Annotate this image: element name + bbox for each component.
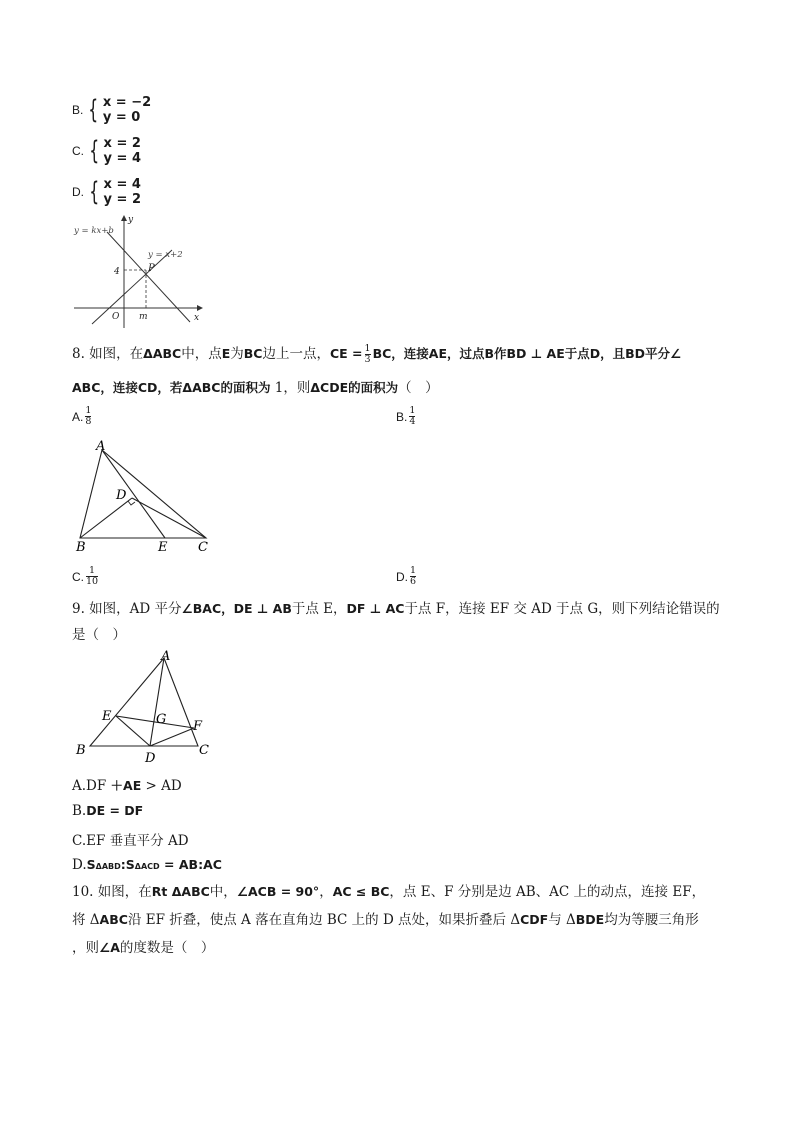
q10-stem-line2	[72, 906, 732, 934]
q9-text: D.	[72, 857, 87, 873]
eq-row: x = 2	[103, 136, 141, 151]
q8-option-c	[72, 566, 100, 587]
q10-stem-line3	[72, 934, 732, 962]
q9-math: ＋AE	[110, 778, 142, 793]
q7-option-b	[72, 95, 151, 125]
eq-row: x = −2	[102, 95, 152, 110]
q8-math: E	[221, 346, 231, 361]
label-p: P	[148, 263, 155, 274]
q9-math: DE = DF	[86, 803, 144, 818]
right-angle-mark	[128, 501, 135, 505]
brace-icon: {	[88, 95, 99, 125]
brace-icon: {	[89, 177, 100, 207]
q8-option-d	[396, 566, 418, 587]
q8-text: 边上一点，	[262, 346, 330, 362]
q9-option-b	[72, 803, 143, 819]
q8-stem-line2	[72, 374, 732, 402]
q9-text: > AD	[141, 778, 182, 794]
segment-df	[150, 728, 194, 746]
q8-text: 为	[230, 346, 244, 362]
option-label: D.	[72, 185, 84, 199]
eq-row: y = 0	[102, 110, 141, 125]
q8-math: ΔCDE的面积为	[310, 380, 399, 395]
label-four: 4	[114, 267, 120, 277]
q10-text: 将 Δ	[72, 912, 100, 928]
label-origin: O	[112, 312, 120, 322]
q9-math: = AB:AC	[159, 857, 222, 872]
label-g: G	[156, 712, 167, 727]
label-a: A	[161, 649, 171, 664]
triangle-abc	[80, 450, 206, 538]
label-line1: y = kx+b	[74, 226, 114, 236]
q7-option-d	[72, 177, 141, 207]
q10-text: ，	[319, 884, 333, 900]
segment-cd	[132, 498, 206, 538]
q8-text: 中，点	[181, 346, 222, 362]
option-label: C.	[72, 569, 84, 584]
fraction: $\frac{1}{6}$	[410, 565, 417, 587]
fraction: $\frac{1}{3}$	[364, 343, 371, 365]
figure-q7-graph	[72, 212, 207, 332]
label-e: E	[158, 540, 168, 555]
segment-bd	[80, 498, 132, 538]
equation-system	[85, 95, 151, 125]
eq-row: y = 2	[103, 192, 142, 207]
q9-sub: ΔABD	[95, 862, 121, 871]
equation-system	[86, 136, 141, 166]
q10-math: ∠ACB = 90°	[236, 884, 320, 899]
q8-text: （ ）	[398, 380, 439, 396]
fraction: $\frac{1}{10}$	[86, 565, 99, 587]
q8-math: ΔABC	[143, 346, 182, 361]
line-y-x-plus-2	[92, 250, 172, 324]
label-c: C	[199, 743, 209, 758]
segment-ae	[102, 450, 165, 538]
q9-text: 9. 如图，AD 平分	[72, 601, 182, 617]
q9-math: :S	[120, 857, 135, 872]
label-x: x	[194, 313, 200, 323]
q10-stem-line1	[72, 878, 732, 906]
q10-text: 均为等腰三角形	[604, 912, 699, 928]
label-b: B	[76, 540, 86, 555]
q8-text: 1，则	[270, 380, 311, 396]
segment-ad	[150, 658, 167, 746]
option-label: B.	[72, 103, 84, 117]
q10-text: ，点 E、F 分别是边 AB、AC 上的动点，连接 EF，	[389, 884, 706, 900]
q9-math: DF ⊥ AC	[346, 601, 405, 616]
q10-text: 与 Δ	[548, 912, 576, 928]
q10-math: ∠A	[99, 940, 120, 955]
label-line2: y = x+2	[148, 250, 183, 260]
fraction: $\frac{1}{4}$	[409, 405, 416, 427]
q10-math: Rt ΔABC	[151, 884, 210, 899]
q10-math: CDF	[520, 912, 549, 927]
q9-option-d	[72, 857, 222, 873]
q8-math: BC，连接AE，过点B作BD ⊥ AE于点D，且BD平分∠	[372, 346, 682, 361]
label-f: F	[193, 719, 203, 734]
equation-system	[86, 177, 141, 207]
q9-math: ∠BAC，DE ⊥ AB	[181, 601, 292, 616]
label-m: m	[139, 312, 148, 322]
q10-text: 10. 如图，在	[72, 884, 152, 900]
q10-text: 的度数是（ ）	[119, 940, 215, 956]
q10-text: ，则	[72, 940, 99, 956]
option-label: A.	[72, 409, 84, 424]
q8-stem-line1	[72, 340, 732, 368]
label-b: B	[76, 743, 86, 758]
eq-row: x = 4	[103, 177, 141, 192]
fraction: $\frac{1}{8}$	[85, 405, 92, 427]
label-a: A	[96, 439, 106, 454]
q9-sub: ΔACD	[134, 862, 160, 871]
q9-text: A.DF	[72, 778, 107, 794]
q8-math: ABC，连接CD，若ΔABC的面积为	[72, 380, 271, 395]
q9-text: 于点 F，连接 EF 交 AD 于点 G，则下列结论错误的	[404, 601, 720, 617]
q9-stem-line2: 是（ ）	[72, 627, 126, 643]
q8-math: CE =	[329, 346, 363, 361]
label-c: C	[198, 540, 208, 555]
q8-math: BC	[243, 346, 263, 361]
q8-option-b	[396, 406, 417, 427]
q10-math: BDE	[575, 912, 605, 927]
eq-row: y = 4	[103, 151, 142, 166]
option-label: B.	[396, 409, 408, 424]
q7-option-c	[72, 136, 141, 166]
q9-stem-line1	[72, 595, 732, 623]
label-d: D	[145, 751, 156, 764]
figure-q8-triangle	[72, 438, 222, 556]
q10-text: 沿 EF 折叠，使点 A 落在直角边 BC 上的 D 点处，如果折叠后 Δ	[127, 912, 521, 928]
figure-q9-triangle	[72, 648, 222, 764]
label-e: E	[102, 709, 112, 724]
q9-text: B.	[72, 803, 87, 819]
q10-text: 中，	[209, 884, 237, 900]
q8-option-a	[72, 406, 93, 427]
q9-option-a	[72, 776, 182, 794]
q8-text: 8. 如图，在	[72, 346, 144, 362]
q10-math: AC ≤ BC	[332, 884, 390, 899]
q9-math: S	[86, 857, 96, 872]
q10-math: ABC	[99, 912, 128, 927]
option-label: D.	[396, 569, 408, 584]
label-d: D	[116, 488, 127, 503]
brace-icon: {	[89, 136, 100, 166]
option-label: C.	[72, 144, 84, 158]
q9-text: 于点 E，	[291, 601, 347, 617]
label-y: y	[128, 215, 134, 225]
q9-option-c: C.EF 垂直平分 AD	[72, 833, 189, 849]
